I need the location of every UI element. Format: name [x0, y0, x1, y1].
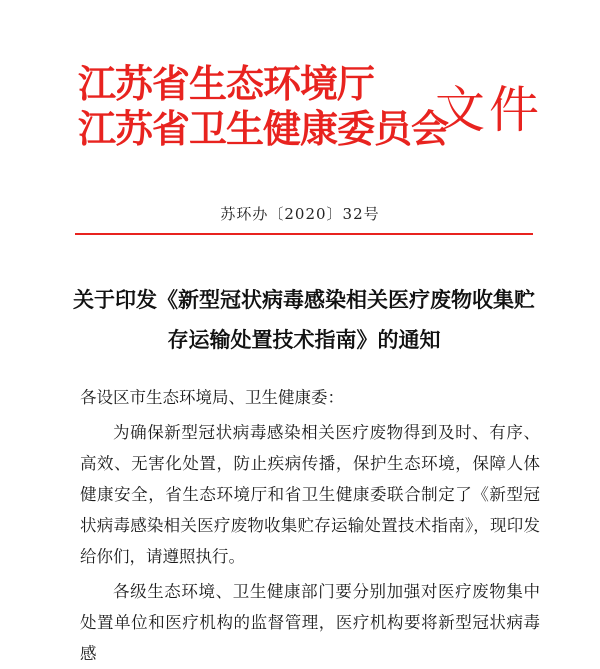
- document-number: 苏环办〔2020〕32号: [220, 205, 380, 223]
- issuer-name-secondary: 江苏省卫生健康委员会: [78, 107, 449, 151]
- body-paragraph-2: 各级生态环境、卫生健康部门要分别加强对医疗废物集中处置单位和医疗机构的监督管理，医疗机构要将新型冠状病毒感: [80, 582, 540, 663]
- document-header: [78, 62, 548, 162]
- document-title: 关于印发《新型冠状病毒感染相关医疗废物收集贮存运输处置技术指南》的通知: [73, 288, 535, 352]
- issuer-name-primary: 江苏省生态环境厅: [78, 62, 375, 106]
- document-body: [80, 382, 540, 669]
- salutation: 各设区市生态环境局、卫生健康委：: [80, 388, 344, 407]
- body-paragraph-1: 为确保新型冠状病毒感染相关医疗废物得到及时、有序、高效、无害化处置，防止疾病传播，保护生态环境，保障人体健康安全，省生态环境厅和省卫生健康委联合制定了《新型冠状病毒感染相关医疗废物收集贮存运输处置技术指南》，现印发给你们，请遵照执行。: [80, 423, 540, 566]
- document-type-label: 文件: [435, 81, 543, 139]
- header-divider-rule: [75, 233, 533, 235]
